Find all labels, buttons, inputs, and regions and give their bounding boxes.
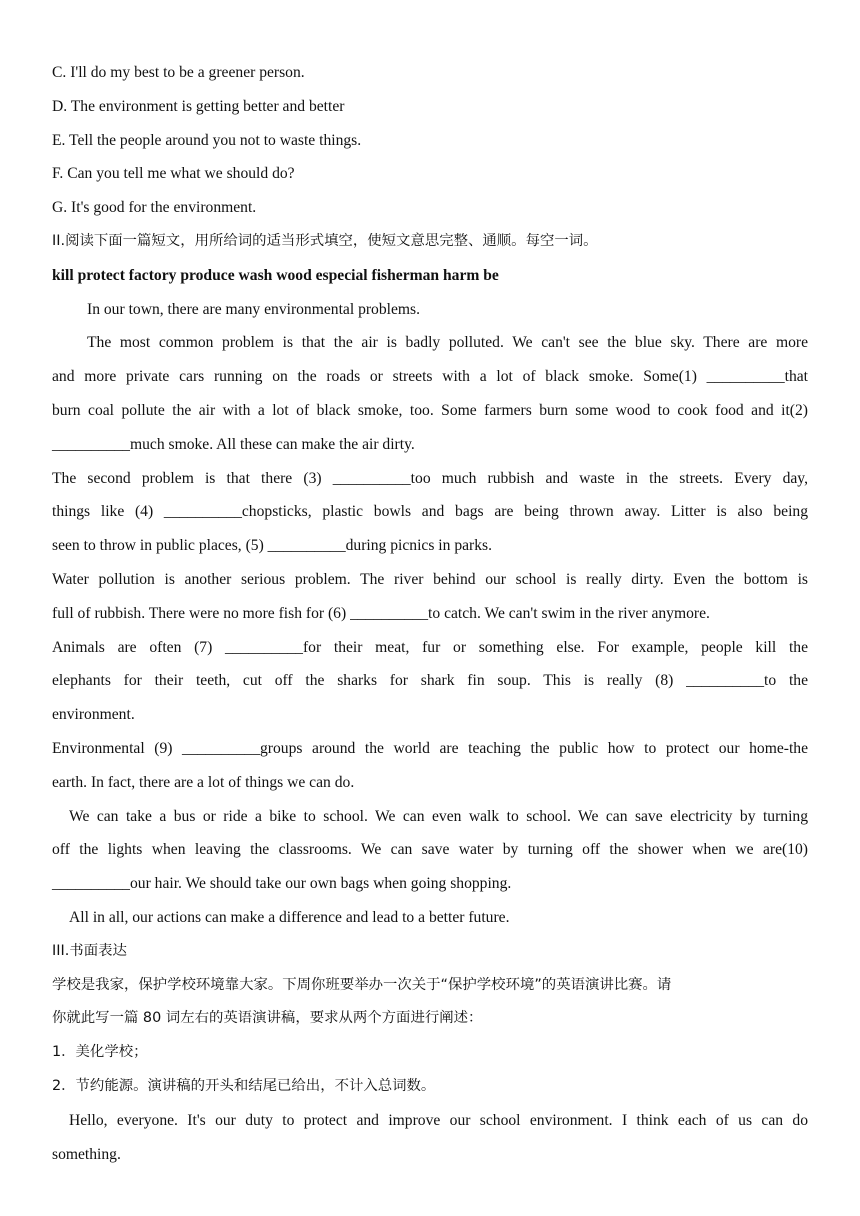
passage-line-18: __________our hair. We should take our own bags when going shopping. — [52, 875, 512, 893]
passage-line-2: The most common problem is that the air is badly polluted. We can't see the blue sky. There are more — [87, 334, 808, 352]
section2-instruction: II.阅读下面一篇短文，用所给词的适当形式填空，使短文意思完整、通顺。每空一词。 — [52, 232, 598, 249]
passage-line-8: seen to throw in public places, (5) __________during picnics in parks. — [52, 537, 493, 555]
speech-opening-line-1: Hello, everyone. It's our duty to protect and improve our school environment. I think each of us can do — [69, 1111, 808, 1129]
passage-line-1: In our town, there are many environmental problems. — [87, 300, 420, 318]
passage-line-14: Environmental (9) __________groups around the world are teaching the public how to protect our home-the — [52, 739, 808, 757]
option-g: G. It's good for the environment. — [52, 199, 257, 217]
passage-line-7: things like (4) __________chopsticks, plastic bowls and bags are being thrown away. Litter is also being — [52, 503, 808, 521]
passage-line-9: Water pollution is another serious problem. The river behind our school is really dirty. Even the bottom is — [52, 570, 808, 588]
word-bank: kill protect factory produce wash wood especial fisherman harm be — [52, 266, 499, 284]
passage-line-13: environment. — [52, 706, 135, 724]
passage-line-12: elephants for their teeth, cut off the sharks for shark fin soup. This is really (8) __________to the — [52, 672, 808, 690]
section3-prompt-line-1: 学校是我家，保护学校环境靠大家。下周你班要举办一次关于“保护学校环境”的英语演讲比赛。请 — [52, 976, 672, 993]
passage-line-5: __________much smoke. All these can make the air dirty. — [52, 435, 415, 453]
option-c: C. I'll do my best to be a greener person. — [52, 64, 305, 81]
section3-requirement-2: 2．节约能源。演讲稿的开头和结尾已给出，不计入总词数。 — [52, 1077, 436, 1094]
passage-line-17: off the lights when leaving the classrooms. We can save water by turning off the shower when we are(10) — [52, 841, 808, 859]
option-e: E. Tell the people around you not to waste things. — [52, 131, 362, 149]
passage-line-4: burn coal pollute the air with a lot of black smoke, too. Some farmers burn some wood to cook food and it(2) — [52, 401, 808, 419]
passage-line-3: and more private cars running on the roads or streets with a lot of black smoke. Some(1) __________that — [52, 368, 808, 386]
passage-line-15: earth. In fact, there are a lot of things we can do. — [52, 773, 355, 791]
passage-line-6: The second problem is that there (3) __________too much rubbish and waste in the streets. Every day, — [52, 469, 808, 487]
section3-requirement-1: 1．美化学校； — [52, 1044, 148, 1061]
passage-line-19: All in all, our actions can make a difference and lead to a better future. — [69, 908, 510, 926]
passage-line-16: We can take a bus or ride a bike to school. We can even walk to school. We can save electricity by turning — [69, 807, 808, 825]
speech-opening-line-2: something. — [52, 1145, 121, 1163]
passage-line-10: full of rubbish. There were no more fish for (6) __________to catch. We can't swim in the river anymore. — [52, 604, 710, 622]
passage-line-11: Animals are often (7) __________for their meat, fur or something else. For example, people kill the — [52, 638, 808, 656]
option-d: D. The environment is getting better and better — [52, 97, 345, 115]
section3-title: III.书面表达 — [52, 942, 127, 959]
option-f: F. Can you tell me what we should do? — [52, 165, 295, 183]
section3-prompt-line-2: 你就此写一篇 80 词左右的英语演讲稿，要求从两个方面进行阐述： — [52, 1010, 483, 1027]
